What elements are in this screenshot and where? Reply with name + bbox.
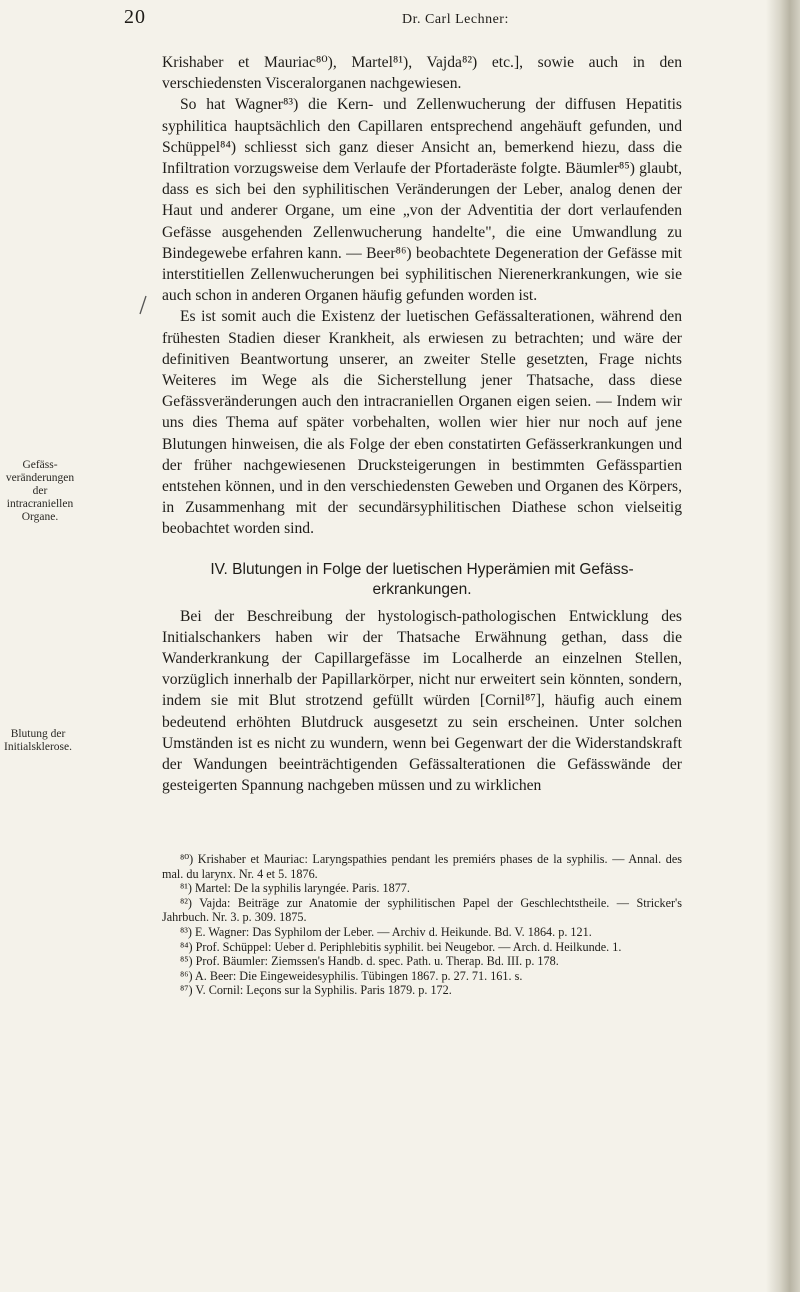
paragraph-4: Bei der Beschreibung der hystologisch-pathologischen Entwicklung des Initialschankers haben wir der Thatsache Erwähnung gethan, dass die Wanderkrankung der Capillargefässe im Localherde an einzelnen Stellen, vorzüglich innerhalb der Papillarkörper, nicht nur erweitert sein könnten, sondern, indem sie mit Blut strotzend gefüllt würden [Cornil⁸⁷], häufig auch einem bedeutend erhöhten Blutdruck ausgesetzt zu sein erscheinen. Unter solchen Umständen ist es nicht zu wundern, wenn bei Gegenwart der die Widerstandskraft der Wandungen beeinträchtigenden Gefässalterationen die Gefässwände der gesteigerten Spannung nachgeben müssen und zu wirklichen [162, 607, 682, 795]
footnote-85: ⁸⁵) Prof. Bäumler: Ziemssen's Handb. d. spec. Path. u. Therap. Bd. III. p. 178. [180, 954, 559, 969]
footnote-82: ⁸²) Vajda: Beiträge zur Anatomie der syphilitischen Papel der Geschlechtstheile. — Stricker's Jahrbuch. Nr. 3. p. 309. 1875. [162, 895, 682, 925]
paragraph-1: Krishaber et Mauriac⁸⁰), Martel⁸¹), Vajda⁸²) etc.], sowie auch in den verschiedensten Visceralorganen nachgewiesen. [162, 54, 682, 93]
pencil-mark-icon [138, 294, 148, 316]
footnote-84: ⁸⁴) Prof. Schüppel: Ueber d. Periphlebitis syphilit. bei Neugebor. — Arch. d. Heilkunde. 1. [180, 939, 622, 954]
page-edge-shadow [766, 0, 800, 1292]
page-number: 20 [124, 6, 146, 28]
margin-note-bleeding-initial-sclerosis: Blutung der Initialsklerose. [3, 728, 73, 753]
main-text [162, 52, 682, 797]
paragraph-2: So hat Wagner⁸³) die Kern- und Zellenwucherung der diffusen Hepatitis syphilitica hauptsächlich den Capillaren entsprechend angehäuft gefunden, und Schüppel⁸⁴) schliesst sich ganz dieser Ansicht an, bemerkend hiezu, dass die Infiltration vorzugsweise dem Verlaufe der Pfortaderäste folgte. Bäumler⁸⁵) glaubt, dass es sich bei den syphilitischen Veränderungen der Leber, analog denen der Haut und anderer Organe, um eine „von der Adventitia der dort verlaufenden Gefässe ausgehenden Zellenwucherung handelte", die eine Umwandlung zu Bindegewebe erfahren kann. — Beer⁸⁶) beobachtete Degeneration der Gefässe mit interstitiellen Zellenwucherungen bei syphilitischen Nierenerkrankungen, wie sie auch schon in anderen Organen häufig gefunden worden ist. [162, 96, 682, 305]
footnotes [162, 852, 682, 998]
running-head: Dr. Carl Lechner: [402, 12, 509, 27]
paragraph-3: Es ist somit auch die Existenz der luetischen Gefässalterationen, während den frühesten Stadien dieser Krankheit, als erwiesen zu betrachten; und wäre der definitiven Beantwortung unserer, an zweiter Stelle gesetzten, Frage nichts Weiteres im Wege als die Sicherstellung jener Thatsache, dass diese Gefässveränderungen auch den intracraniellen Organen eigen seien. — Indem wir uns dies Thema auf später vorbehalten, wollen wier hier nur noch auf jene Blutungen hinweisen, die als Folge der eben constatirten Gefässerkrankungen und der früher nachgewiesenen Drucksteigerungen in bestimmten Gefässpartien entstehen können, und in den verschiedensten Geweben und Organen des Körpers, in Zusammenhang mit der secundärsyphilitischen Diathese schon vielseitig beobachtet worden sind. [162, 308, 682, 538]
section-heading: IV. Blutungen in Folge der luetischen Hyperämien mit Gefäss-erkrankungen. [210, 560, 634, 598]
footnote-80: ⁸⁰) Krishaber et Mauriac: Laryngspathies pendant les premiérs phases de la syphilis. — Annal. des mal. du larynx. Nr. 4 et 5. 1876. [162, 852, 682, 881]
footnote-81: ⁸¹) Martel: De la syphilis laryngée. Paris. 1877. [180, 881, 410, 896]
margin-note-vascular-changes: Gefäss- veränderungen der intracraniellen Organe. [5, 459, 75, 523]
footnote-83: ⁸³) E. Wagner: Das Syphilom der Leber. — Archiv d. Heikunde. Bd. V. 1864. p. 121. [180, 924, 592, 939]
footnote-87: ⁸⁷) V. Cornil: Leçons sur la Syphilis. Paris 1879. p. 172. [180, 983, 452, 998]
footnote-86: ⁸⁶) A. Beer: Die Eingeweidesyphilis. Tübingen 1867. p. 27. 71. 161. s. [180, 968, 523, 983]
